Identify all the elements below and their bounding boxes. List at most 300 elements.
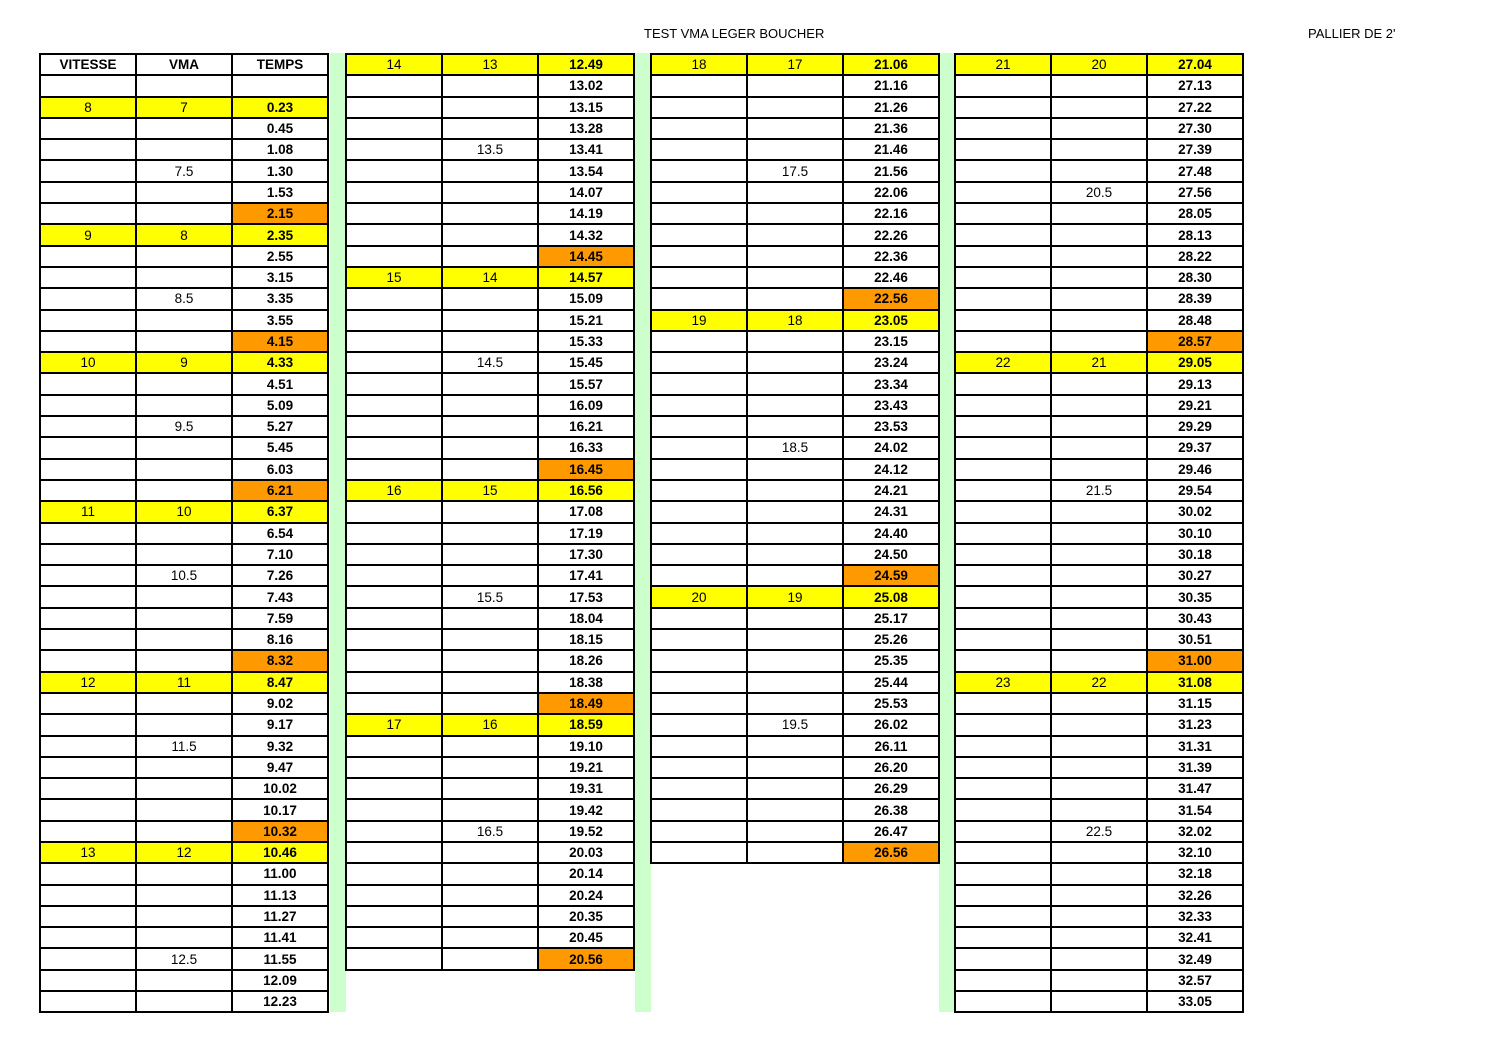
table-row (955, 75, 1243, 96)
page-subtitle: PALLIER DE 2' (1308, 26, 1396, 41)
temps-cell: 15.57 (538, 373, 634, 394)
vitesse-cell (651, 672, 747, 693)
vitesse-cell (346, 139, 442, 160)
vma-cell (442, 416, 538, 437)
temps-cell: 11.27 (232, 906, 328, 927)
temps-cell: 11.55 (232, 948, 328, 969)
temps-cell: 22.06 (843, 182, 939, 203)
temps-cell: 26.20 (843, 757, 939, 778)
table-row (40, 586, 328, 607)
table-row (346, 523, 634, 544)
vma-cell: 9 (136, 352, 232, 373)
stage-row (955, 54, 1243, 75)
temps-cell: 12.49 (538, 54, 634, 75)
vma-cell (442, 310, 538, 331)
stage-row (955, 352, 1243, 373)
temps-cell: 0.45 (232, 118, 328, 139)
vitesse-cell (955, 650, 1051, 671)
vma-cell (136, 629, 232, 650)
vitesse-cell (955, 203, 1051, 224)
table-row (40, 523, 328, 544)
vma-cell (136, 714, 232, 735)
vitesse-cell (955, 906, 1051, 927)
temps-cell: 1.30 (232, 160, 328, 181)
vitesse-cell (346, 501, 442, 522)
temps-cell: 21.26 (843, 97, 939, 118)
temps-cell: 14.19 (538, 203, 634, 224)
temps-cell: 3.55 (232, 310, 328, 331)
temps-cell: 5.45 (232, 437, 328, 458)
temps-cell: 10.46 (232, 842, 328, 863)
vma-cell: 7 (136, 97, 232, 118)
vma-cell (136, 331, 232, 352)
vitesse-cell (40, 970, 136, 991)
temps-cell: 17.30 (538, 544, 634, 565)
vma-cell (1051, 863, 1147, 884)
vitesse-cell (651, 821, 747, 842)
end-time-cell: 31.00 (1147, 650, 1243, 671)
vitesse-cell (346, 927, 442, 948)
vma-cell (1051, 757, 1147, 778)
table-row (955, 331, 1243, 352)
vitesse-cell (40, 203, 136, 224)
table-row (40, 267, 328, 288)
end-time-cell: 8.32 (232, 650, 328, 671)
vitesse-cell (346, 650, 442, 671)
vitesse-cell (651, 373, 747, 394)
vitesse-cell (955, 586, 1051, 607)
vma-cell (442, 906, 538, 927)
vitesse-cell (651, 331, 747, 352)
vma-cell (747, 736, 843, 757)
temps-cell: 30.35 (1147, 586, 1243, 607)
vitesse-cell (346, 523, 442, 544)
vitesse-cell (955, 714, 1051, 735)
end-time-cell: 26.56 (843, 842, 939, 863)
vitesse-cell (346, 118, 442, 139)
vitesse-cell (40, 885, 136, 906)
header-row (40, 54, 328, 75)
vitesse-cell (40, 565, 136, 586)
temps-cell: 4.33 (232, 352, 328, 373)
vma-cell: 21.5 (1051, 480, 1147, 501)
vma-cell: 17 (747, 54, 843, 75)
temps-cell: 22.36 (843, 246, 939, 267)
temps-cell: 23.53 (843, 416, 939, 437)
table-row (651, 373, 939, 394)
temps-cell: 30.18 (1147, 544, 1243, 565)
vma-cell (1051, 586, 1147, 607)
vitesse-cell (955, 629, 1051, 650)
table-row (651, 736, 939, 757)
vma-cell (442, 757, 538, 778)
temps-cell: 2.35 (232, 224, 328, 245)
vma-cell: 15 (442, 480, 538, 501)
temps-cell: 21.06 (843, 54, 939, 75)
table-row (955, 288, 1243, 309)
vma-cell (442, 437, 538, 458)
stage-row (346, 714, 634, 735)
vma-cell (747, 246, 843, 267)
temps-cell: 9.32 (232, 736, 328, 757)
temps-cell: 7.26 (232, 565, 328, 586)
temps-cell: 25.17 (843, 608, 939, 629)
vma-cell (1051, 842, 1147, 863)
vma-cell: 17.5 (747, 160, 843, 181)
end-time-cell: 10.32 (232, 821, 328, 842)
vma-cell: 14.5 (442, 352, 538, 373)
temps-cell: 17.53 (538, 586, 634, 607)
vma-cell (1051, 970, 1147, 991)
temps-cell: 21.56 (843, 160, 939, 181)
vma-cell (136, 139, 232, 160)
table-row (955, 970, 1243, 991)
table-row (955, 480, 1243, 501)
temps-cell: 10.02 (232, 778, 328, 799)
vma-cell (1051, 650, 1147, 671)
vma-cell (442, 799, 538, 820)
table-row (346, 693, 634, 714)
vma-cell (136, 927, 232, 948)
vitesse-cell (40, 757, 136, 778)
temps-cell: 7.43 (232, 586, 328, 607)
vitesse-cell (346, 416, 442, 437)
temps-cell: 32.10 (1147, 842, 1243, 863)
vitesse-cell (40, 608, 136, 629)
vitesse-cell (651, 395, 747, 416)
temps-cell: 20.45 (538, 927, 634, 948)
vma-cell (747, 395, 843, 416)
vma-cell: 13 (442, 54, 538, 75)
vitesse-cell (955, 885, 1051, 906)
table-row (955, 991, 1243, 1012)
vma-cell (747, 97, 843, 118)
stage-row (40, 672, 328, 693)
vma-cell (747, 693, 843, 714)
vma-cell: 16 (442, 714, 538, 735)
temps-cell: 13.41 (538, 139, 634, 160)
vma-cell (442, 927, 538, 948)
temps-cell: 15.21 (538, 310, 634, 331)
vma-cell (136, 586, 232, 607)
table-row (40, 863, 328, 884)
vma-cell (747, 75, 843, 96)
temps-cell: 5.27 (232, 416, 328, 437)
table-row (346, 182, 634, 203)
table-row (40, 629, 328, 650)
table-row (346, 373, 634, 394)
table-row (955, 714, 1243, 735)
vma-cell (1051, 331, 1147, 352)
table-row (955, 97, 1243, 118)
vitesse-cell (955, 75, 1051, 96)
vitesse-cell (40, 778, 136, 799)
temps-cell: 17.19 (538, 523, 634, 544)
table-row (346, 246, 634, 267)
vma-cell (442, 459, 538, 480)
table-row (346, 608, 634, 629)
vitesse-cell (955, 693, 1051, 714)
vitesse-cell (40, 927, 136, 948)
table-block-2 (345, 53, 635, 971)
vma-cell (747, 544, 843, 565)
temps-cell: 28.39 (1147, 288, 1243, 309)
vma-cell (747, 224, 843, 245)
vitesse-cell (955, 544, 1051, 565)
stage-row (651, 586, 939, 607)
vitesse-cell: 10 (40, 352, 136, 373)
temps-cell: 19.52 (538, 821, 634, 842)
vitesse-cell (955, 565, 1051, 586)
stage-row (346, 480, 634, 501)
temps-cell: 25.35 (843, 650, 939, 671)
vma-cell (1051, 310, 1147, 331)
table-row (651, 501, 939, 522)
vitesse-cell (40, 736, 136, 757)
vma-cell (1051, 544, 1147, 565)
vitesse-cell (955, 778, 1051, 799)
temps-cell: 15.09 (538, 288, 634, 309)
vma-cell (136, 246, 232, 267)
vma-cell: 8 (136, 224, 232, 245)
temps-cell: 19.31 (538, 778, 634, 799)
vitesse-cell (651, 842, 747, 863)
temps-cell: 31.54 (1147, 799, 1243, 820)
vitesse-cell (651, 182, 747, 203)
vitesse-cell: 22 (955, 352, 1051, 373)
vma-cell (1051, 416, 1147, 437)
vitesse-cell (40, 416, 136, 437)
vitesse-cell: 23 (955, 672, 1051, 693)
table-row (955, 118, 1243, 139)
temps-cell: 20.35 (538, 906, 634, 927)
table-row (651, 416, 939, 437)
table-row (40, 821, 328, 842)
vma-cell: 10 (136, 501, 232, 522)
end-time-cell: 24.59 (843, 565, 939, 586)
temps-cell: 28.05 (1147, 203, 1243, 224)
vitesse-cell: 16 (346, 480, 442, 501)
table-row (346, 650, 634, 671)
vitesse-cell (40, 373, 136, 394)
vitesse-cell (346, 863, 442, 884)
temps-cell (232, 75, 328, 96)
table-row (651, 224, 939, 245)
temps-cell: 30.02 (1147, 501, 1243, 522)
vma-cell (747, 288, 843, 309)
temps-cell: 9.02 (232, 693, 328, 714)
vitesse-cell: 13 (40, 842, 136, 863)
vitesse-cell: 18 (651, 54, 747, 75)
vitesse-cell (955, 395, 1051, 416)
table-row (955, 139, 1243, 160)
table-row (346, 224, 634, 245)
vitesse-cell (651, 693, 747, 714)
stage-row (955, 672, 1243, 693)
table-row (651, 246, 939, 267)
temps-cell: 20.24 (538, 885, 634, 906)
vitesse-cell (651, 565, 747, 586)
table-row (40, 693, 328, 714)
vma-cell: 11 (136, 672, 232, 693)
vma-cell (1051, 75, 1147, 96)
vma-cell (747, 523, 843, 544)
vma-cell (136, 523, 232, 544)
vma-cell (1051, 693, 1147, 714)
table-row (651, 352, 939, 373)
table-row (346, 778, 634, 799)
table-row (346, 544, 634, 565)
vitesse-cell (346, 459, 442, 480)
vitesse-cell: 9 (40, 224, 136, 245)
temps-cell: 6.03 (232, 459, 328, 480)
table-block-3 (650, 53, 940, 864)
vma-cell (747, 799, 843, 820)
vitesse-cell (40, 523, 136, 544)
vitesse-cell (346, 352, 442, 373)
vitesse-cell: 8 (40, 97, 136, 118)
vma-cell (1051, 629, 1147, 650)
temps-cell: 29.54 (1147, 480, 1243, 501)
vma-cell (1051, 224, 1147, 245)
table-row (651, 459, 939, 480)
vma-cell: 8.5 (136, 288, 232, 309)
vma-cell (442, 842, 538, 863)
table-row (955, 246, 1243, 267)
vitesse-cell (651, 757, 747, 778)
temps-cell: 8.47 (232, 672, 328, 693)
vma-cell: 7.5 (136, 160, 232, 181)
vma-cell (1051, 565, 1147, 586)
table-row (651, 842, 939, 863)
temps-cell: 29.05 (1147, 352, 1243, 373)
table-block-1 (39, 53, 329, 1013)
table-row (40, 736, 328, 757)
table-row (40, 416, 328, 437)
temps-cell: 24.02 (843, 437, 939, 458)
table-row (40, 75, 328, 96)
vitesse-cell (346, 736, 442, 757)
vitesse-cell (651, 139, 747, 160)
vitesse-cell (346, 437, 442, 458)
vma-cell (136, 373, 232, 394)
temps-cell: 27.48 (1147, 160, 1243, 181)
table-row (955, 459, 1243, 480)
end-time-cell: 18.49 (538, 693, 634, 714)
table-row (955, 885, 1243, 906)
temps-cell: 26.38 (843, 799, 939, 820)
vitesse-cell (651, 480, 747, 501)
temps-cell: 28.22 (1147, 246, 1243, 267)
table-row (955, 629, 1243, 650)
table-row (651, 118, 939, 139)
vma-cell (136, 778, 232, 799)
vma-cell (136, 799, 232, 820)
vitesse-cell (651, 203, 747, 224)
vma-cell (136, 437, 232, 458)
vitesse-cell (40, 693, 136, 714)
vma-cell: 18 (747, 310, 843, 331)
vma-cell (747, 778, 843, 799)
vma-cell (747, 757, 843, 778)
end-time-cell: 28.57 (1147, 331, 1243, 352)
vitesse-cell (651, 437, 747, 458)
temps-cell: 23.05 (843, 310, 939, 331)
temps-cell: 31.15 (1147, 693, 1243, 714)
temps-cell: 22.46 (843, 267, 939, 288)
table-row (346, 97, 634, 118)
vma-cell (442, 885, 538, 906)
temps-cell: 30.51 (1147, 629, 1243, 650)
vitesse-cell (346, 395, 442, 416)
vitesse-cell: 14 (346, 54, 442, 75)
vitesse-cell (955, 139, 1051, 160)
table-row (346, 331, 634, 352)
temps-cell: 31.31 (1147, 736, 1243, 757)
table-row (40, 118, 328, 139)
temps-cell: 22.26 (843, 224, 939, 245)
vma-cell (136, 480, 232, 501)
table-row (955, 757, 1243, 778)
vma-cell: 20 (1051, 54, 1147, 75)
vma-cell (1051, 778, 1147, 799)
temps-cell: 27.30 (1147, 118, 1243, 139)
vma-cell (747, 501, 843, 522)
vma-cell (1051, 736, 1147, 757)
vitesse-cell (955, 373, 1051, 394)
vitesse-cell (40, 714, 136, 735)
table-row (40, 331, 328, 352)
table-row (40, 246, 328, 267)
vma-cell (136, 757, 232, 778)
vitesse-cell (346, 331, 442, 352)
vma-cell: 12 (136, 842, 232, 863)
temps-cell: 27.04 (1147, 54, 1243, 75)
temps-cell: 8.16 (232, 629, 328, 650)
vma-cell (1051, 246, 1147, 267)
table-row (955, 523, 1243, 544)
temps-cell: 21.16 (843, 75, 939, 96)
table-row (346, 757, 634, 778)
temps-cell: 4.51 (232, 373, 328, 394)
vma-cell (136, 182, 232, 203)
vitesse-cell (346, 906, 442, 927)
header-temps: TEMPS (232, 54, 328, 75)
vma-cell (136, 885, 232, 906)
vma-cell (747, 672, 843, 693)
table-row (955, 778, 1243, 799)
vma-cell (747, 629, 843, 650)
temps-cell: 16.09 (538, 395, 634, 416)
table-row (346, 501, 634, 522)
table-row (40, 310, 328, 331)
vitesse-cell (40, 246, 136, 267)
table-row (651, 672, 939, 693)
vitesse-cell (40, 948, 136, 969)
vma-cell (442, 246, 538, 267)
vitesse-cell (346, 182, 442, 203)
stage-row (40, 842, 328, 863)
table-row (40, 927, 328, 948)
vma-cell (136, 203, 232, 224)
vma-cell: 22.5 (1051, 821, 1147, 842)
vma-cell (136, 544, 232, 565)
column-separator (330, 53, 346, 1012)
vma-cell: 13.5 (442, 139, 538, 160)
vitesse-cell (651, 523, 747, 544)
temps-cell: 24.21 (843, 480, 939, 501)
vma-cell (136, 821, 232, 842)
